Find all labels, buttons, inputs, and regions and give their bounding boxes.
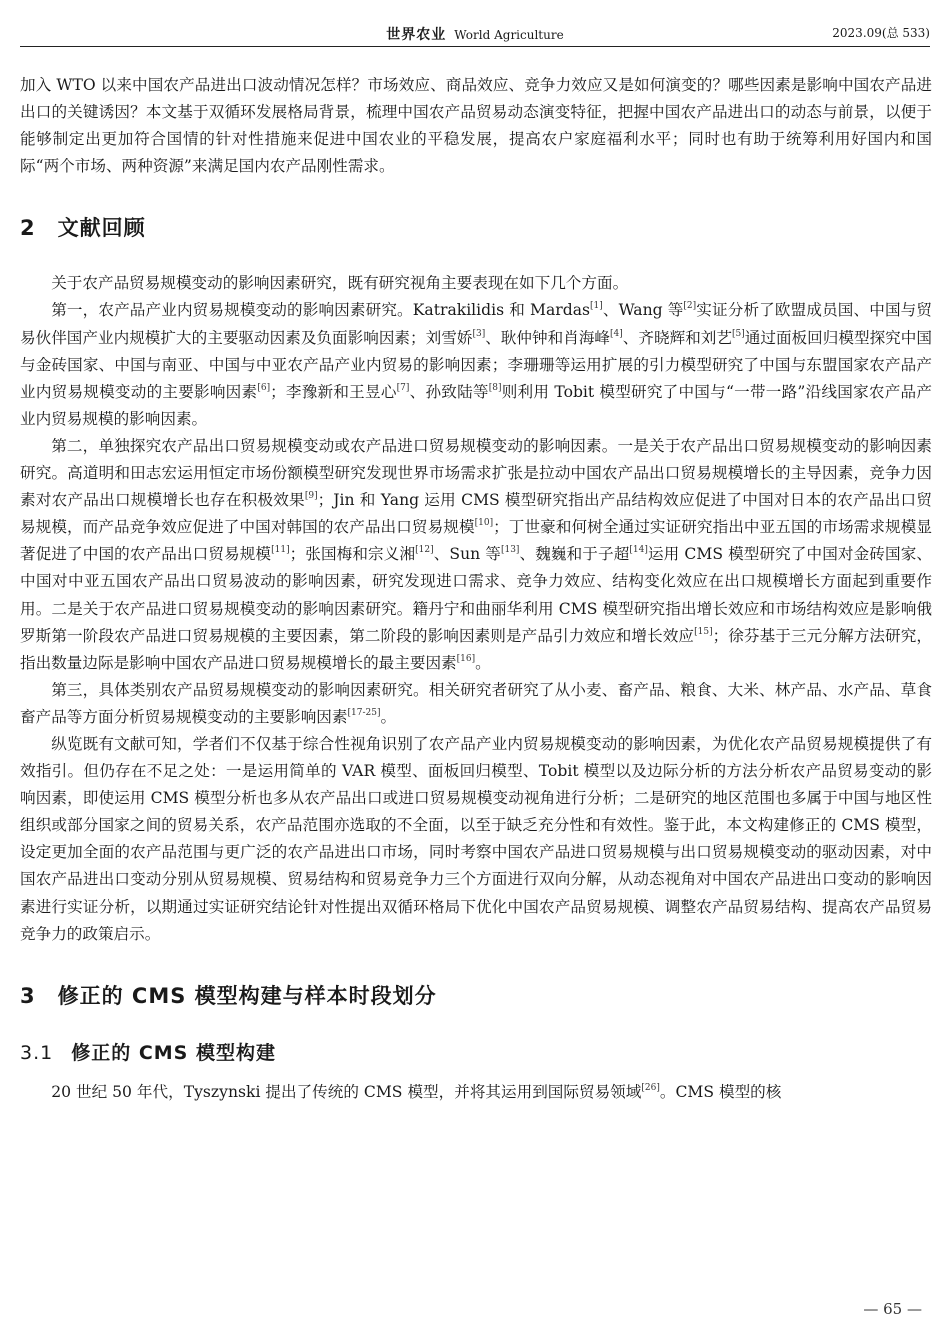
- citation[interactable]: [4]: [610, 328, 623, 339]
- text-run: 。CMS 模型的核: [659, 1082, 782, 1101]
- citation[interactable]: [13]: [500, 545, 520, 556]
- page-number: — 65 —: [863, 1300, 922, 1318]
- paragraph: [20, 677, 932, 731]
- citation[interactable]: [17-25]: [347, 707, 381, 718]
- running-header: [20, 22, 930, 47]
- citation[interactable]: [16]: [456, 653, 476, 664]
- citation[interactable]: [12]: [415, 545, 434, 556]
- paragraph: 关于农产品贸易规模变动的影响因素研究，既有研究视角主要表现在如下几个方面。: [51, 274, 629, 293]
- text-run: 第二，单独探究农产品出口贸易规模变动或农产品进口贸易规模变动的影响因素。一是关于农产品出口贸易规模变动的影响因素研究。高道明和田志宏运用恒定市场份额模型研究发现世界市场需求扩张是拉动中国农产品出口贸易规模增长的主导因素，竞争力因素对农产品出口规模增长也存在积极效果: [20, 436, 932, 510]
- subsection-number: 3.1: [20, 1041, 54, 1064]
- text-run: 。: [380, 707, 397, 726]
- paragraph: [20, 297, 932, 432]
- issue-number: 2023.09(总 533): [832, 26, 930, 40]
- text-run: ；李豫新和王昱心: [270, 382, 397, 401]
- text-run: ；丁世豪和何树全通过实证研究指出中亚五国的市场需求规模显著促进了中国的农产品出口贸易规模: [20, 518, 932, 564]
- citation[interactable]: [2]: [683, 301, 697, 312]
- journal-english-name: World Agriculture: [454, 28, 564, 42]
- citation[interactable]: [9]: [304, 491, 318, 502]
- intro-paragraph: 加入 WTO 以来中国农产品进出口波动情况怎样？市场效应、商品效应、竞争力效应又是如何演变的？哪些因素是影响中国农产品进出口的关键诱因？本文基于双循环发展格局背景，梳理中国农产品贸易动态演变特征，把握中国农产品进出口的动态与前景，以便于能够制定出更加符合国情的针对性措施来促进中国农业的平稳发展，提高农户家庭福利水平；同时也有助于统筹利用好国内和国际“两个市场、两种资源”来满足国内农产品刚性需求。: [20, 76, 932, 176]
- article-body: [20, 72, 932, 1106]
- citation[interactable]: [26]: [641, 1082, 660, 1093]
- text-run: 运用 CMS 模型研究了中国对金砖国家、中国对中亚五国农产品出口贸易波动的影响因素，研究发现进口需求、竞争力效应、结构变化效应在出口规模增长方面起到重要作用。二是关于农产品进口贸易规模变动的影响因素研究。籍丹宁和曲丽华利用 CMS 模型研究指出增长效应和市场结构效应是影响俄罗斯第一阶段农产品进口贸易规模的主要因素，第二阶段的影响因素则是产品引力效应和增长效应: [20, 545, 932, 645]
- journal-logo: 世界农业: [386, 27, 447, 43]
- text-run: 、耿仲钟和肖海峰: [485, 328, 611, 347]
- citation[interactable]: [1]: [590, 301, 603, 312]
- text-run: 。: [475, 653, 491, 672]
- text-run: ；Jin 和 Yang 运用 CMS 模型研究指出产品结构效应促进了中国对日本的农产品出口贸易规模，而产品竞争效应促进了中国对韩国的农产品出口贸易规模: [20, 491, 932, 537]
- citation[interactable]: [3]: [472, 328, 486, 339]
- citation[interactable]: [10]: [474, 518, 494, 529]
- citation[interactable]: [7]: [396, 382, 410, 393]
- section-title: 修正的 CMS 模型构建与样本时段划分: [57, 983, 437, 1008]
- text-run: ；张国梅和宗义湘: [289, 545, 416, 564]
- text-run: 、孙致陆等: [409, 382, 489, 401]
- text-run: 、Sun 等: [433, 545, 501, 564]
- journal-title: [20, 24, 930, 44]
- citation[interactable]: [6]: [257, 382, 271, 393]
- paragraph: [20, 433, 932, 677]
- text-run: 20 世纪 50 年代，Tyszynski 提出了传统的 CMS 模型，并将其运用到国际贸易领域: [51, 1082, 642, 1101]
- text-run: 、齐晓辉和刘艺: [622, 328, 732, 347]
- text-run: 第一，农产品产业内贸易规模变动的影响因素研究。Katrakilidis 和 Mardas: [51, 301, 591, 320]
- paragraph: [20, 1079, 932, 1106]
- subsection-3-1-heading: [20, 1038, 932, 1065]
- text-run: 、Wang 等: [602, 301, 684, 320]
- subsection-title: 修正的 CMS 模型构建: [71, 1041, 276, 1064]
- text-run: 则利用 Tobit 模型研究了中国与“一带一路”沿线国家农产品产业内贸易规模的影响因素。: [20, 382, 932, 428]
- text-run: ；徐芬基于三元分解方法研究，指出数量边际是影响中国农产品进口贸易规模增长的最主要因素: [20, 626, 932, 672]
- citation[interactable]: [11]: [271, 545, 290, 556]
- citation[interactable]: [5]: [732, 328, 745, 339]
- section-title: 文献回顾: [57, 216, 146, 241]
- section-number: 3: [20, 983, 36, 1008]
- text-run: 、魏巍和于子超: [519, 545, 630, 564]
- text-run: 实证分析了欧盟成员国、中国与贸易伙伴国产业内规模扩大的主要驱动因素及负面影响因素；刘雪娇: [20, 301, 932, 347]
- paragraph: 纵览既有文献可知，学者们不仅基于综合性视角识别了农产品产业内贸易规模变动的影响因素，为优化农产品贸易规模提供了有效指引。但仍存在不足之处：一是运用简单的 VAR 模型、面板回归模型、Tobit 模型以及边际分析的方法分析农产品贸易变动的影响因素，即使运用 CMS 模型分析也多从农产品出口或进口贸易规模变动视角进行分析；二是研究的地区范围也多属于中国与地区性组织或部分国家之间的贸易关系，农产品范围亦选取的不全面，以至于缺乏充分性和有效性。鉴于此，本文构建修正的 CMS 模型，设定更加全面的农产品范围与更广泛的农产品进出口市场，同时考察中国农产品进口贸易规模与出口贸易规模变动的驱动因素，对中国农产品进出口变动分别从贸易规模、贸易结构和贸易竞争力三个方面进行双向分解，从动态视角对中国农产品进出口变动的影响因素进行实证分析，以期通过实证研究结论针对性提出双循环格局下优化中国农产品贸易规模、调整农产品贸易结构、提高农产品贸易竞争力的政策启示。: [20, 734, 932, 943]
- section-2-heading: [20, 212, 932, 242]
- section-3-heading: [20, 980, 932, 1010]
- text-run: 第三，具体类别农产品贸易规模变动的影响因素研究。相关研究者研究了从小麦、畜产品、粮食、大米、林产品、水产品、草食畜产品等方面分析贸易规模变动的主要影响因素: [20, 680, 932, 726]
- citation[interactable]: [14]: [629, 545, 648, 556]
- citation[interactable]: [8]: [488, 382, 502, 393]
- section-number: 2: [20, 216, 36, 241]
- text-run: 通过面板回归模型探究中国与金砖国家、中国与南亚、中国与中亚农产品产业内贸易的影响因素；李珊珊等运用扩展的引力模型研究了中国与东盟国家农产品产业内贸易规模变动的主要影响因素: [20, 328, 932, 401]
- citation[interactable]: [15]: [694, 626, 713, 637]
